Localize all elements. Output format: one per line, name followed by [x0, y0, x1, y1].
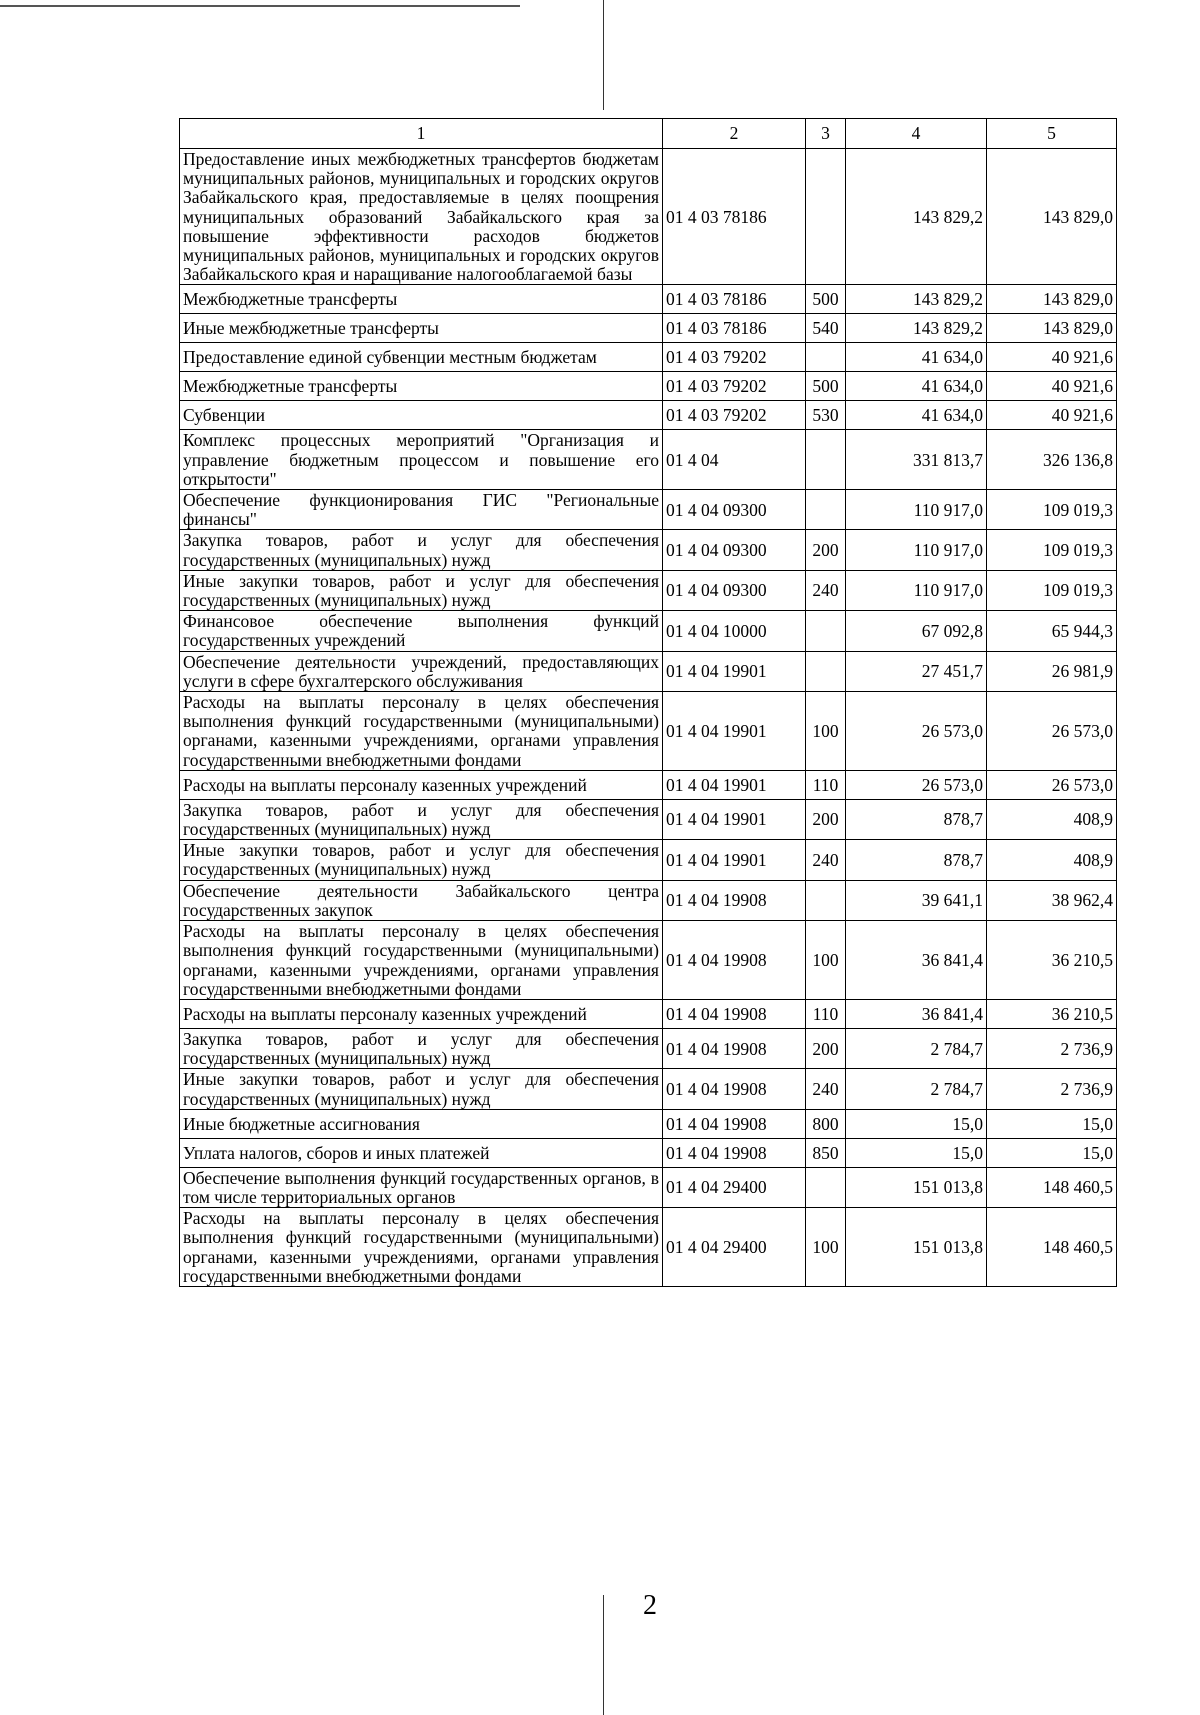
- table-row: [180, 149, 1117, 285]
- row-code: 01 4 04 19908: [663, 880, 806, 920]
- row-name: Обеспечение выполнения функций государственных органов, в том числе территориальных органов: [180, 1167, 663, 1207]
- table-row: [180, 1138, 1117, 1167]
- row-code: 01 4 04 19908: [663, 999, 806, 1028]
- row-name: Обеспечение деятельности Забайкальского центра государственных закупок: [180, 880, 663, 920]
- row-amount-2: 148 460,5: [987, 1208, 1117, 1287]
- table-row: [180, 692, 1117, 771]
- table-row: [180, 921, 1117, 1000]
- row-expense-type: 200: [806, 1028, 846, 1068]
- row-expense-type: 530: [806, 401, 846, 430]
- row-expense-type: 110: [806, 999, 846, 1028]
- table-row: [180, 570, 1117, 610]
- row-expense-type: 100: [806, 921, 846, 1000]
- header-col-5: 5: [987, 119, 1117, 149]
- row-code: 01 4 04 10000: [663, 611, 806, 651]
- table-row: [180, 770, 1117, 799]
- row-name: Иные межбюджетные трансферты: [180, 314, 663, 343]
- table-header-row: [180, 119, 1117, 149]
- row-name: Обеспечение функционирования ГИС "Региональные финансы": [180, 490, 663, 530]
- row-code: 01 4 03 78186: [663, 314, 806, 343]
- table-row: [180, 401, 1117, 430]
- row-amount-1: 41 634,0: [846, 343, 987, 372]
- header-col-4: 4: [846, 119, 987, 149]
- row-amount-1: 878,7: [846, 799, 987, 839]
- row-name: Субвенции: [180, 401, 663, 430]
- row-name: Обеспечение деятельности учреждений, предоставляющих услуги в сфере бухгалтерского обслуживания: [180, 651, 663, 691]
- header-col-2: 2: [663, 119, 806, 149]
- row-expense-type: 850: [806, 1138, 846, 1167]
- row-name: Финансовое обеспечение выполнения функций государственных учреждений: [180, 611, 663, 651]
- row-amount-1: 143 829,2: [846, 149, 987, 285]
- row-amount-1: 15,0: [846, 1109, 987, 1138]
- row-expense-type: 200: [806, 799, 846, 839]
- row-amount-1: 15,0: [846, 1138, 987, 1167]
- row-amount-2: 40 921,6: [987, 372, 1117, 401]
- row-expense-type: [806, 149, 846, 285]
- row-amount-1: 143 829,2: [846, 285, 987, 314]
- row-amount-2: 408,9: [987, 840, 1117, 880]
- row-amount-1: 151 013,8: [846, 1167, 987, 1207]
- table-row: [180, 490, 1117, 530]
- row-code: 01 4 04 19901: [663, 799, 806, 839]
- table-row: [180, 1109, 1117, 1138]
- row-expense-type: 500: [806, 372, 846, 401]
- header-col-3: 3: [806, 119, 846, 149]
- row-amount-1: 67 092,8: [846, 611, 987, 651]
- row-code: 01 4 03 78186: [663, 149, 806, 285]
- row-amount-1: 26 573,0: [846, 692, 987, 771]
- table-row: [180, 430, 1117, 490]
- row-amount-1: 110 917,0: [846, 490, 987, 530]
- row-amount-1: 41 634,0: [846, 401, 987, 430]
- row-code: 01 4 03 79202: [663, 343, 806, 372]
- row-amount-2: 26 573,0: [987, 692, 1117, 771]
- table-row: [180, 611, 1117, 651]
- row-code: 01 4 04 19908: [663, 1069, 806, 1109]
- row-name: Закупка товаров, работ и услуг для обеспечения государственных (муниципальных) нужд: [180, 799, 663, 839]
- page-number: 2: [643, 1590, 657, 1621]
- row-name: Закупка товаров, работ и услуг для обеспечения государственных (муниципальных) нужд: [180, 1028, 663, 1068]
- row-amount-2: 143 829,0: [987, 149, 1117, 285]
- row-code: 01 4 04: [663, 430, 806, 490]
- scan-binding-mark-top: [603, 0, 604, 110]
- row-code: 01 4 04 19901: [663, 692, 806, 771]
- row-name: Комплекс процессных мероприятий "Организация и управление бюджетным процессом и повышение его открытости": [180, 430, 663, 490]
- row-amount-1: 36 841,4: [846, 921, 987, 1000]
- row-amount-2: 408,9: [987, 799, 1117, 839]
- row-amount-2: 143 829,0: [987, 285, 1117, 314]
- row-amount-2: 36 210,5: [987, 999, 1117, 1028]
- row-amount-1: 41 634,0: [846, 372, 987, 401]
- row-amount-1: 27 451,7: [846, 651, 987, 691]
- row-expense-type: 540: [806, 314, 846, 343]
- row-expense-type: 110: [806, 770, 846, 799]
- row-code: 01 4 04 19901: [663, 651, 806, 691]
- row-expense-type: 240: [806, 1069, 846, 1109]
- row-name: Расходы на выплаты персоналу казенных учреждений: [180, 999, 663, 1028]
- table-row: [180, 799, 1117, 839]
- row-expense-type: [806, 1167, 846, 1207]
- row-amount-1: 143 829,2: [846, 314, 987, 343]
- row-amount-1: 110 917,0: [846, 530, 987, 570]
- table-row: [180, 530, 1117, 570]
- row-expense-type: 200: [806, 530, 846, 570]
- row-expense-type: [806, 430, 846, 490]
- row-amount-2: 326 136,8: [987, 430, 1117, 490]
- row-code: 01 4 03 79202: [663, 372, 806, 401]
- row-name: Расходы на выплаты персоналу в целях обеспечения выполнения функций государственными (муниципальными) органами, казенными учреждениями, органами управления государственными внебюджетными фондами: [180, 692, 663, 771]
- budget-table: [179, 118, 1117, 1287]
- table-row: [180, 1069, 1117, 1109]
- table-row: [180, 372, 1117, 401]
- row-name: Расходы на выплаты персоналу казенных учреждений: [180, 770, 663, 799]
- row-expense-type: [806, 611, 846, 651]
- row-expense-type: [806, 880, 846, 920]
- scan-binding-mark-bottom: [603, 1595, 604, 1715]
- table-row: [180, 343, 1117, 372]
- row-amount-2: 109 019,3: [987, 530, 1117, 570]
- row-expense-type: 100: [806, 1208, 846, 1287]
- row-code: 01 4 04 09300: [663, 570, 806, 610]
- row-amount-2: 26 981,9: [987, 651, 1117, 691]
- table-row: [180, 1208, 1117, 1287]
- row-code: 01 4 04 29400: [663, 1167, 806, 1207]
- row-amount-1: 331 813,7: [846, 430, 987, 490]
- table-row: [180, 1167, 1117, 1207]
- row-amount-2: 26 573,0: [987, 770, 1117, 799]
- row-code: 01 4 03 78186: [663, 285, 806, 314]
- row-amount-2: 40 921,6: [987, 401, 1117, 430]
- table-row: [180, 1028, 1117, 1068]
- row-amount-1: 26 573,0: [846, 770, 987, 799]
- table-row: [180, 840, 1117, 880]
- row-name: Межбюджетные трансферты: [180, 285, 663, 314]
- row-expense-type: [806, 343, 846, 372]
- row-name: Межбюджетные трансферты: [180, 372, 663, 401]
- row-name: Закупка товаров, работ и услуг для обеспечения государственных (муниципальных) нужд: [180, 530, 663, 570]
- row-name: Предоставление иных межбюджетных трансфертов бюджетам муниципальных районов, муниципальных и городских округов Забайкальского края, предоставляемые в целях поощрения муниципальных образований Забайкальского края за повышение эффективности расходов бюджетов муниципальных районов, муниципальных и городских округов Забайкальского края и наращивание налогооблагаемой базы: [180, 149, 663, 285]
- row-amount-2: 2 736,9: [987, 1028, 1117, 1068]
- row-name: Уплата налогов, сборов и иных платежей: [180, 1138, 663, 1167]
- row-code: 01 4 04 19908: [663, 1138, 806, 1167]
- row-amount-1: 110 917,0: [846, 570, 987, 610]
- row-name: Иные бюджетные ассигнования: [180, 1109, 663, 1138]
- row-amount-2: 40 921,6: [987, 343, 1117, 372]
- row-amount-1: 39 641,1: [846, 880, 987, 920]
- row-amount-2: 15,0: [987, 1138, 1117, 1167]
- row-amount-2: 148 460,5: [987, 1167, 1117, 1207]
- row-amount-1: 878,7: [846, 840, 987, 880]
- row-name: Расходы на выплаты персоналу в целях обеспечения выполнения функций государственными (муниципальными) органами, казенными учреждениями, органами управления государственными внебюджетными фондами: [180, 1208, 663, 1287]
- row-code: 01 4 04 19901: [663, 840, 806, 880]
- row-amount-2: 15,0: [987, 1109, 1117, 1138]
- table-row: [180, 651, 1117, 691]
- row-amount-1: 151 013,8: [846, 1208, 987, 1287]
- row-expense-type: 100: [806, 692, 846, 771]
- row-code: 01 4 04 19908: [663, 1109, 806, 1138]
- table-row: [180, 880, 1117, 920]
- row-name: Иные закупки товаров, работ и услуг для обеспечения государственных (муниципальных) нужд: [180, 1069, 663, 1109]
- row-amount-1: 36 841,4: [846, 999, 987, 1028]
- row-name: Иные закупки товаров, работ и услуг для обеспечения государственных (муниципальных) нужд: [180, 570, 663, 610]
- table-row: [180, 314, 1117, 343]
- row-code: 01 4 03 79202: [663, 401, 806, 430]
- header-col-1: 1: [180, 119, 663, 149]
- row-amount-2: 65 944,3: [987, 611, 1117, 651]
- row-amount-2: 143 829,0: [987, 314, 1117, 343]
- row-name: Иные закупки товаров, работ и услуг для обеспечения государственных (муниципальных) нужд: [180, 840, 663, 880]
- row-expense-type: 240: [806, 840, 846, 880]
- row-expense-type: 240: [806, 570, 846, 610]
- row-code: 01 4 04 09300: [663, 490, 806, 530]
- scan-top-rule: [0, 5, 520, 7]
- row-amount-2: 109 019,3: [987, 570, 1117, 610]
- row-code: 01 4 04 09300: [663, 530, 806, 570]
- row-code: 01 4 04 19901: [663, 770, 806, 799]
- row-expense-type: [806, 490, 846, 530]
- row-amount-2: 109 019,3: [987, 490, 1117, 530]
- row-expense-type: 500: [806, 285, 846, 314]
- row-amount-2: 36 210,5: [987, 921, 1117, 1000]
- row-amount-1: 2 784,7: [846, 1028, 987, 1068]
- row-name: Расходы на выплаты персоналу в целях обеспечения выполнения функций государственными (муниципальными) органами, казенными учреждениями, органами управления государственными внебюджетными фондами: [180, 921, 663, 1000]
- row-amount-2: 2 736,9: [987, 1069, 1117, 1109]
- row-code: 01 4 04 29400: [663, 1208, 806, 1287]
- table-row: [180, 999, 1117, 1028]
- table-row: [180, 285, 1117, 314]
- row-expense-type: [806, 651, 846, 691]
- row-code: 01 4 04 19908: [663, 1028, 806, 1068]
- row-code: 01 4 04 19908: [663, 921, 806, 1000]
- row-name: Предоставление единой субвенции местным бюджетам: [180, 343, 663, 372]
- row-amount-1: 2 784,7: [846, 1069, 987, 1109]
- row-amount-2: 38 962,4: [987, 880, 1117, 920]
- row-expense-type: 800: [806, 1109, 846, 1138]
